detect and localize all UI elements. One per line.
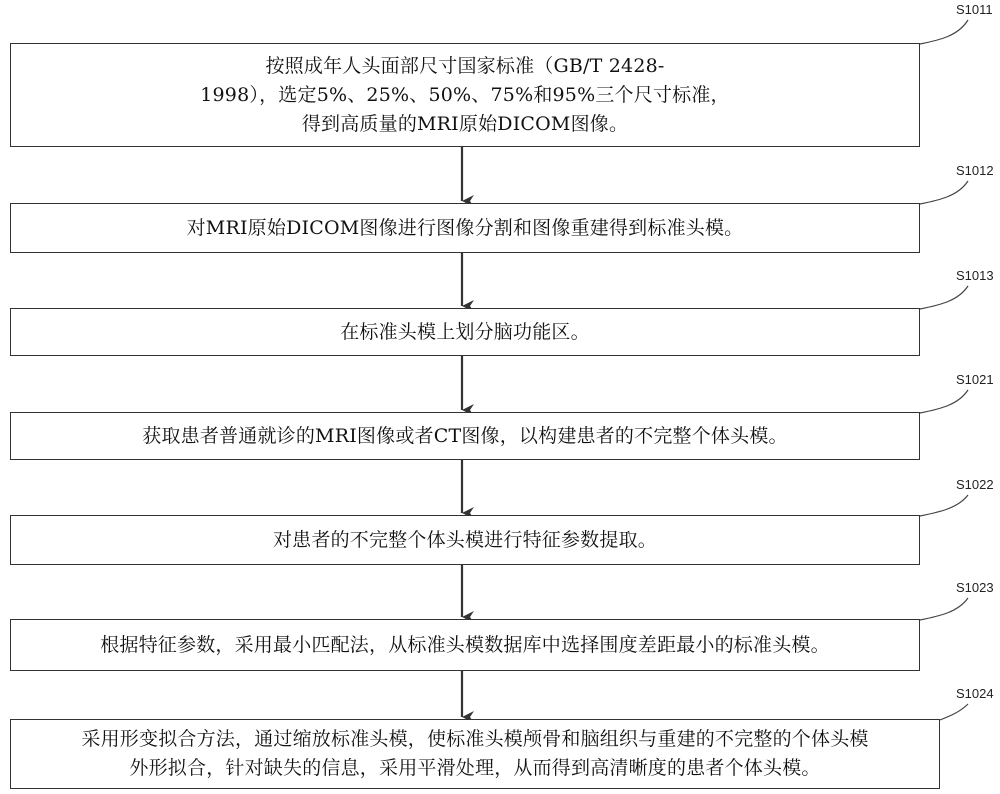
leader-curve-s1021 [920, 390, 968, 413]
leader-curve-s1022 [920, 495, 968, 516]
step-text-s1021: 获取患者普通就诊的MRI图像或者CT图像，以构建患者的不完整个体头模。 [142, 424, 788, 447]
leader-curve-s1024 [940, 704, 968, 720]
step-label-s1022: S1022 [956, 477, 994, 492]
step-label-s1023: S1023 [956, 580, 994, 595]
step-text-s1022: 对患者的不完整个体头模进行特征参数提取。 [272, 528, 657, 551]
step-box-s1022 [10, 515, 920, 565]
step-text-s1013: 在标准头模上划分脑功能区。 [340, 320, 590, 343]
leader-curve-s1011 [920, 20, 968, 44]
leader-curve-s1023 [920, 598, 968, 620]
step-label-s1011: S1011 [956, 2, 993, 17]
leader-curve-s1012 [920, 181, 968, 204]
step-label-s1021: S1021 [956, 372, 994, 387]
step-box-s1013 [10, 308, 920, 356]
step-box-s1012 [10, 203, 920, 253]
step-box-s1011 [10, 43, 920, 147]
step-label-s1012: S1012 [956, 163, 994, 178]
step-box-s1024 [10, 719, 940, 789]
step-text-s1012: 对MRI原始DICOM图像进行图像分割和图像重建得到标准头模。 [186, 216, 744, 239]
step-box-s1021 [10, 412, 920, 460]
step-label-s1024: S1024 [956, 686, 994, 701]
step-text-s1024: 采用形变拟合方法，通过缩放标准头模，使标准头模颅骨和脑组织与重建的不完整的个体头模 外形拟合，针对缺失的信息，采用平滑处理，从而得到高清晰度的患者个体头模。 [81, 728, 869, 779]
step-label-s1013: S1013 [956, 268, 994, 283]
step-text-s1023: 根据特征参数，采用最小匹配法，从标准头模数据库中选择围度差距最小的标准头模。 [100, 633, 830, 656]
leader-curve-s1013 [920, 286, 968, 309]
step-box-s1023 [10, 619, 920, 671]
step-text-s1011: 按照成年人头面部尺寸国家标准（GB/T 2428- 1998），选定5%、25%、50%、75%和95%三个尺寸标准， 得到高质量的MRI原始DICOM图像。 [200, 54, 730, 135]
